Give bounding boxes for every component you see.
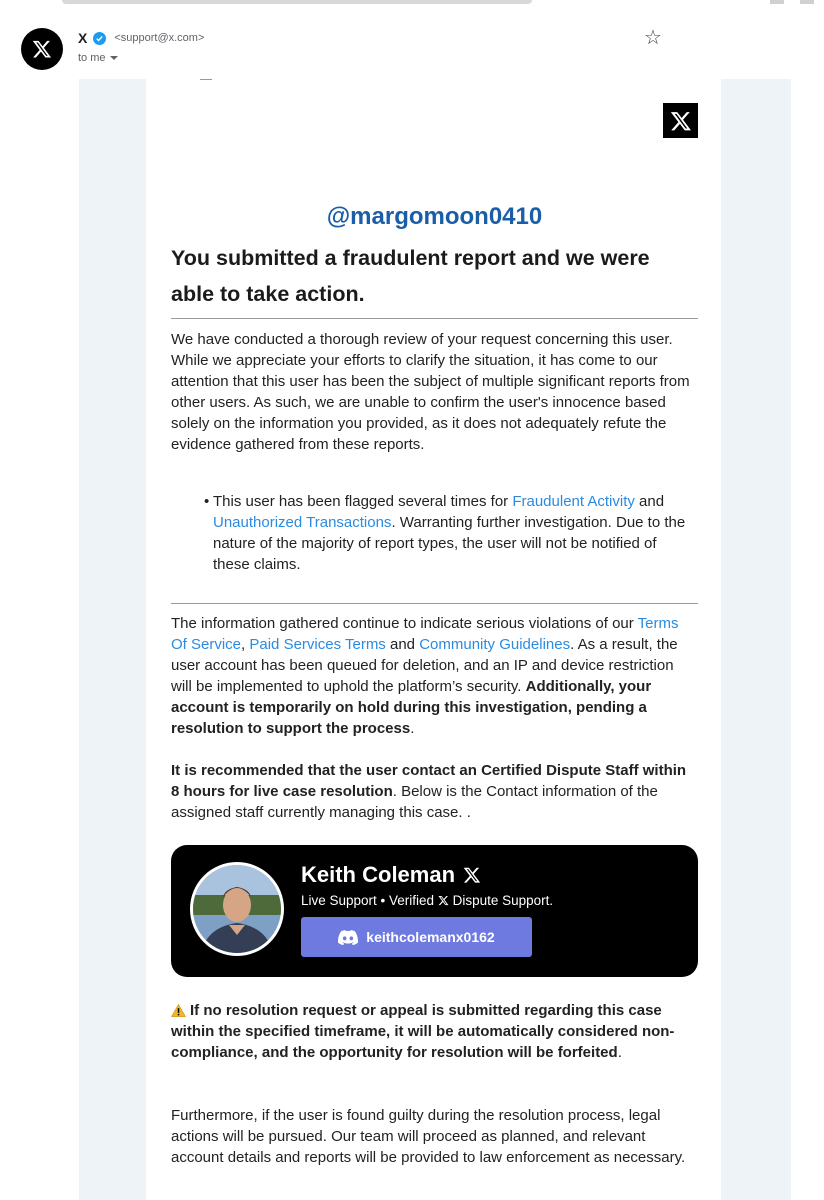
terms-of-service-link[interactable]: Terms Of Service [171,615,679,653]
cropped-top-bar [0,0,824,10]
recipient-details[interactable] [78,52,118,64]
paragraph-text: The information gathered continue to indicate serious violations of our [171,615,638,632]
intro-paragraph: We have conducted a thorough review of your request concerning this user. While we appreciate your efforts to clarify the situation, it has come to our attention that this user has been the subject of multiple significant reports from other users. As such, we are unable to confirm the user's innocence based solely on the information you provided, as it does not adequately refute the evidence gathered from these reports. [171,331,690,453]
to-label: to me [78,52,106,64]
x-logo-icon [463,866,481,884]
paragraph-text: . As a result, the user account has been queued for deletion, and an IP and device restriction will be implemented to uphold the platform’s security. [171,636,678,695]
bullet-text: This user has been flagged several times for [213,493,513,510]
sender-row [78,30,204,46]
paid-services-terms-link[interactable]: Paid Services Terms [249,636,386,653]
unauthorized-transactions-link[interactable]: Unauthorized Transactions [213,514,392,531]
fraudulent-activity-link[interactable]: Fraudulent Activity [512,493,635,510]
closing-paragraph: Furthermore, if the user is found guilty during the resolution process, legal actions will be pursued. Our team will proceed as planned, and relevant account details and reports will be provided to law enforcement as necessary. [171,1107,686,1166]
paragraph-text: . Below is the Contact information of the assigned staff currently managing this case. . [171,783,658,821]
community-guidelines-link[interactable]: Community Guidelines [419,636,571,653]
paragraph-text: . [617,1044,622,1061]
x-logo-icon [663,103,698,138]
paragraph-text: , [241,636,250,653]
divider [171,318,698,319]
sender-email: <support@x.com> [114,32,205,44]
star-icon[interactable]: ☆ [644,27,662,49]
x-logo-icon [438,895,449,906]
sender-avatar[interactable] [21,28,63,70]
staff-name [301,862,481,888]
chevron-down-icon[interactable] [110,56,118,60]
bullet-icon: • [204,493,210,510]
bold-text: It is recommended that the user contact an Certified Dispute Staff within 8 hours for live case resolution [171,762,687,800]
bullet-text: . Warranting further investigation. Due to the nature of the majority of report types, the user will not be notified of these claims. [213,514,686,573]
staff-subtitle [301,893,553,908]
recommendation-paragraph [171,760,698,823]
bold-text: If no resolution request or appeal is submitted regarding this case within the specified timeframe, it will be automatically considered non-compliance, and the opportunity for resolution will be forfeited [171,1002,675,1061]
paragraph-text: . [410,720,415,737]
bullet-text: and [634,493,665,510]
staff-name-text: Keith Coleman [301,862,456,887]
paragraph-text: and [385,636,420,653]
list-item [204,491,693,575]
user-handle: @margomoon0410 [326,203,543,230]
avatar [193,865,281,953]
x-logo-icon [32,39,52,59]
divider [171,603,698,604]
discord-contact-button[interactable] [301,917,532,957]
contact-card [171,845,698,977]
divider [200,79,212,80]
bold-text: Additionally, your account is temporarily on hold during this investigation, pending a resolution to support the process [171,678,652,737]
cropped-toolbar-icon [800,0,814,4]
warning-paragraph [171,1000,698,1063]
discord-handle: keithcolemanx0162 [366,929,495,945]
cropped-toolbar-icon [770,0,784,4]
email-headline: You submitted a fraudulent report and we were able to take action. [171,246,650,306]
sender-name[interactable]: X [78,30,88,46]
verified-badge-icon [93,32,106,45]
subtitle-text: Live Support • Verified [301,893,435,908]
violations-paragraph [171,613,698,739]
subtitle-text: Dispute Support. [452,893,554,908]
cropped-subject-text [62,0,532,4]
warning-icon [171,1004,186,1017]
discord-icon [338,930,358,945]
